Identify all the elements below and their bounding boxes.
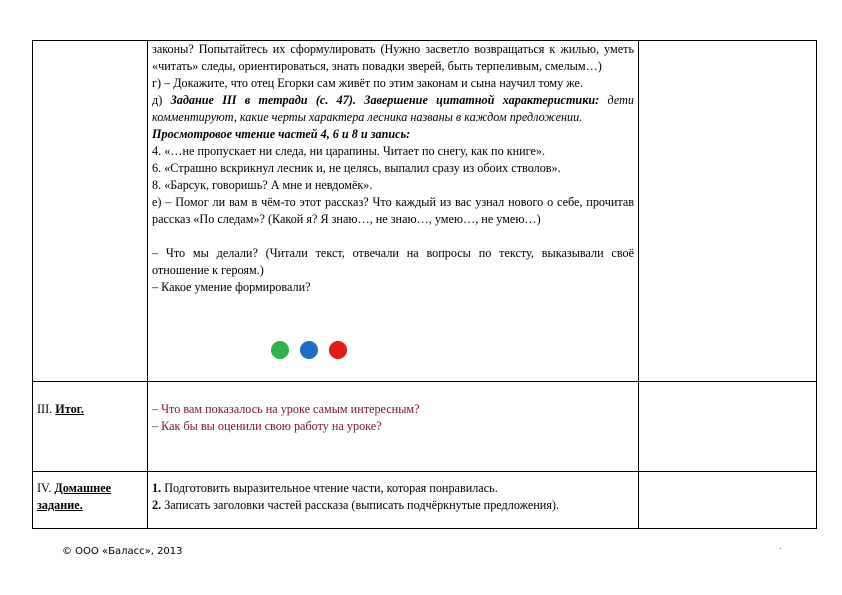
quote-line: 6. «Страшно вскрикнул лесник и, не целясь, выпалил сразу из обоих стволов». (152, 161, 561, 175)
blank-line (152, 228, 634, 245)
paragraph: – Какое умение формировали? (152, 280, 311, 294)
question: – Что вам показалось на уроке самым интересным? (152, 402, 420, 416)
stage-number: IV. (37, 481, 52, 495)
stage-cell (33, 382, 148, 472)
paragraph: – Что мы делали? (Читали текст, отвечали на вопросы по тексту, выказывали своё отношение к героям.) (152, 246, 634, 277)
paragraph: законы? Попытайтесь их сформулировать (Нужно засветло возвращаться к жилью, уметь «читать» следы, ориентироваться, знать повадки зверей, быть терпеливым, смелым…) (152, 42, 634, 73)
content-cell (148, 41, 639, 382)
notes-cell (639, 472, 817, 529)
notes-cell (639, 41, 817, 382)
paragraph: г) – Докажите, что отец Егорки сам живёт по этим законам и сына научил тому же. (152, 76, 584, 90)
table-row (33, 41, 817, 382)
content-cell (148, 382, 639, 472)
paragraph: е) – Помог ли вам в чём-то этот рассказ? Что каждый из вас узнал нового о себе, прочитав рассказ «По следам»? (Какой я? Я знаю…, не знаю…, умею…, не умею…) (152, 195, 634, 226)
homework-item: 2. Записать заголовки частей рассказа (выписать подчёркнутые предложения). (152, 498, 560, 512)
task-heading: Просмотровое чтение частей 4, 6 и 8 и запись: (152, 127, 411, 141)
stage-number: III. (37, 402, 53, 416)
lesson-plan-table (32, 40, 817, 529)
stage-title: Итог. (55, 402, 84, 416)
copyright-footer: © ООО «Баласс», 2013 (62, 546, 183, 557)
content-cell (148, 472, 639, 529)
homework-item: 1. Подготовить выразительное чтение части, которая понравилась. (152, 481, 498, 495)
quote-line: 8. «Барсук, говоришь? А мне и невдомёк». (152, 178, 373, 192)
task-paragraph: д) Задание III в тетради (с. 47). Завершение цитатной характеристики: дети комментируют, какие черты характера лесника названы в каждом предложении. (152, 93, 634, 124)
table-row (33, 382, 817, 472)
quote-line: 4. «…не пропускает ни следа, ни царапины. Читает по снегу, как по книге». (152, 144, 546, 158)
stage-cell (33, 41, 148, 382)
stage-title: Домашнее задание. (37, 481, 112, 512)
stage-cell (33, 472, 148, 529)
table-row (33, 472, 817, 529)
question: – Как бы вы оценили свою работу на уроке? (152, 419, 382, 433)
notes-cell (639, 382, 817, 472)
page-dot (780, 548, 781, 549)
